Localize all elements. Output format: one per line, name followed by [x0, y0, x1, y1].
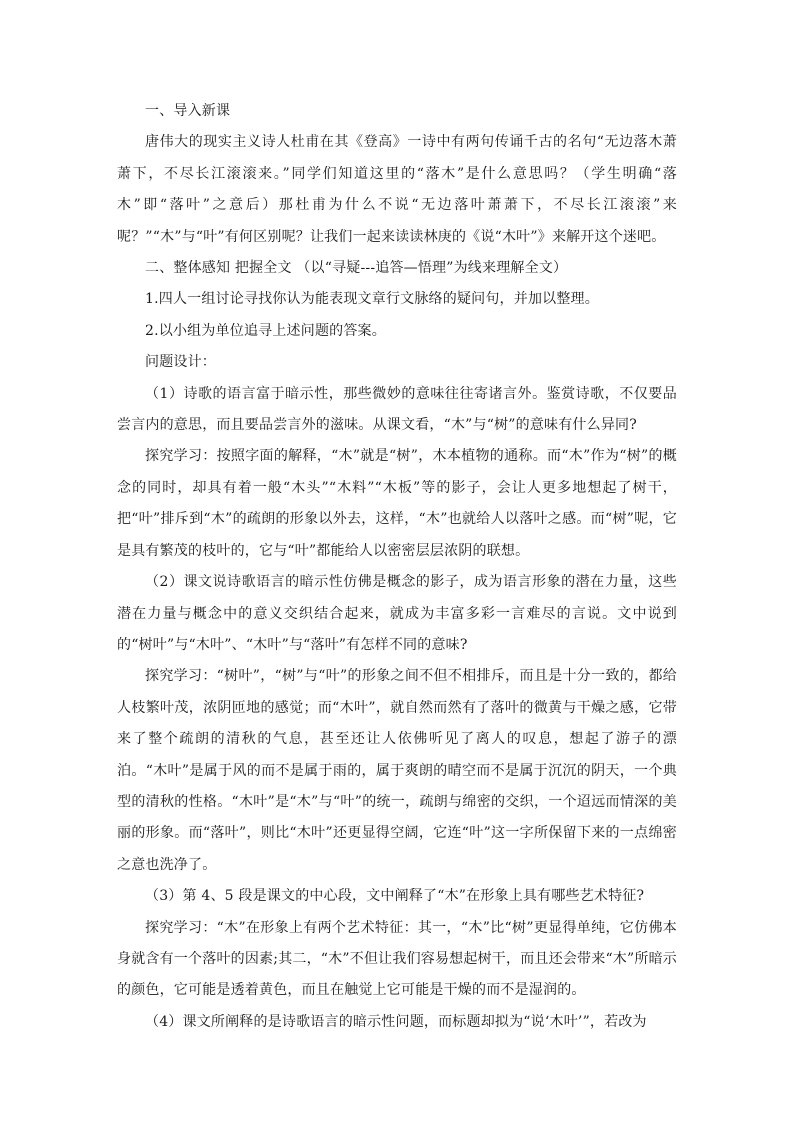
document-page [117, 96, 677, 1038]
section-heading-intro: 一、导入新课 [145, 103, 231, 119]
task-item-2: 2.以小组为单位追寻上述问题的答案。 [145, 322, 386, 339]
question-2: （2）课文说诗歌语言的暗示性仿佛是概念的影子，成为语言形象的潜在力量，这些潜在力量与概念中的意义交织结合起来，就成为丰富多彩一言难尽的言说。文中说到的“树叶”与“木叶”、“木叶”与“落叶”有怎样不同的意味? [117, 574, 677, 653]
question-design-label: 问题设计： [145, 354, 216, 371]
question-3: （3）第 4、5 段是课文的中心段，文中阐释了“木”在形象上具有哪些艺术特征? [145, 888, 645, 905]
question-4: （4）课文所阐释的是诗歌语言的暗示性问题，而标题却拟为“说‘木叶’”，若改为 [145, 1013, 647, 1030]
section-heading-overview: 二、整体感知 把握全文 （以“寻疑---追答—悟理”为线来理解全文） [145, 260, 568, 277]
answer-1: 探究学习：按照字面的解释，“木”就是“树”，木本植物的通称。而“木”作为“树”的概念的同时，却具有着一般“木头”“木料”“木板”等的影子，会让人更多地想起了树干，把“叶”排斥到“木”的疏朗的形象以外去，这样，“木”也就给人以落叶之感。而“树”呢，它是具有繁茂的枝叶的，它与“叶”都能给人以密密层层浓阴的联想。 [117, 448, 677, 559]
answer-3: 探究学习：“木”在形象上有两个艺术特征：其一，“木”比“树”更显得单纯，它仿佛本身就含有一个落叶的因素;其二，“木”不但让我们容易想起树干，而且还会带来“木”所暗示的颜色，它可能是透着黄色，而且在触觉上它可能是干燥的而不是湿润的。 [117, 919, 677, 999]
paragraph-intro: 唐伟大的现实主义诗人杜甫在其《登高》一诗中有两句传诵千古的名句“无边落木萧萧下，不尽长江滚滚来。”同学们知道这里的“落木”是什么意思吗？（学生明确“落木”即“落叶”之意后）那杜甫为什么不说“无边落叶萧萧下，不尽长江滚滚”来呢？”“木”与“叶”有何区别呢？让我们一起来读读林庚的《说“木叶”》来解开这个迷吧。 [117, 134, 677, 245]
question-1: （1）诗歌的语言富于暗示性，那些微妙的意味往往寄诸言外。鉴赏诗歌，不仅要品尝言内的意思，而且要品尝言外的滋味。从课文看，“木”与“树”的意味有什么异同? [117, 385, 677, 434]
answer-2: 探究学习：“树叶”，“树”与“叶”的形象之间不但不相排斥，而且是十分一致的，都给人枝繁叶茂，浓阴匝地的感觉；而“木叶”，就自然而然有了落叶的微黄与干燥之感，它带来了整个疏朗的清秋的气息，甚至还让人依佛听见了离人的叹息，想起了游子的漂泊。“木叶”是属于风的而不是属于雨的，属于爽朗的晴空而不是属于沉沉的阴天，一个典型的清秋的性格。“木叶”是“木”与“叶”的统一，疏朗与绵密的交织，一个迢远而情深的美丽的形象。而“落叶”，则比“木叶”还更显得空阔，它连“叶”这一字所保留下来的一点绵密之意也洗净了。 [117, 668, 677, 873]
task-item-1: 1.四人一组讨论寻找你认为能表现文章行文脉络的疑问句，并加以整理。 [145, 291, 599, 308]
